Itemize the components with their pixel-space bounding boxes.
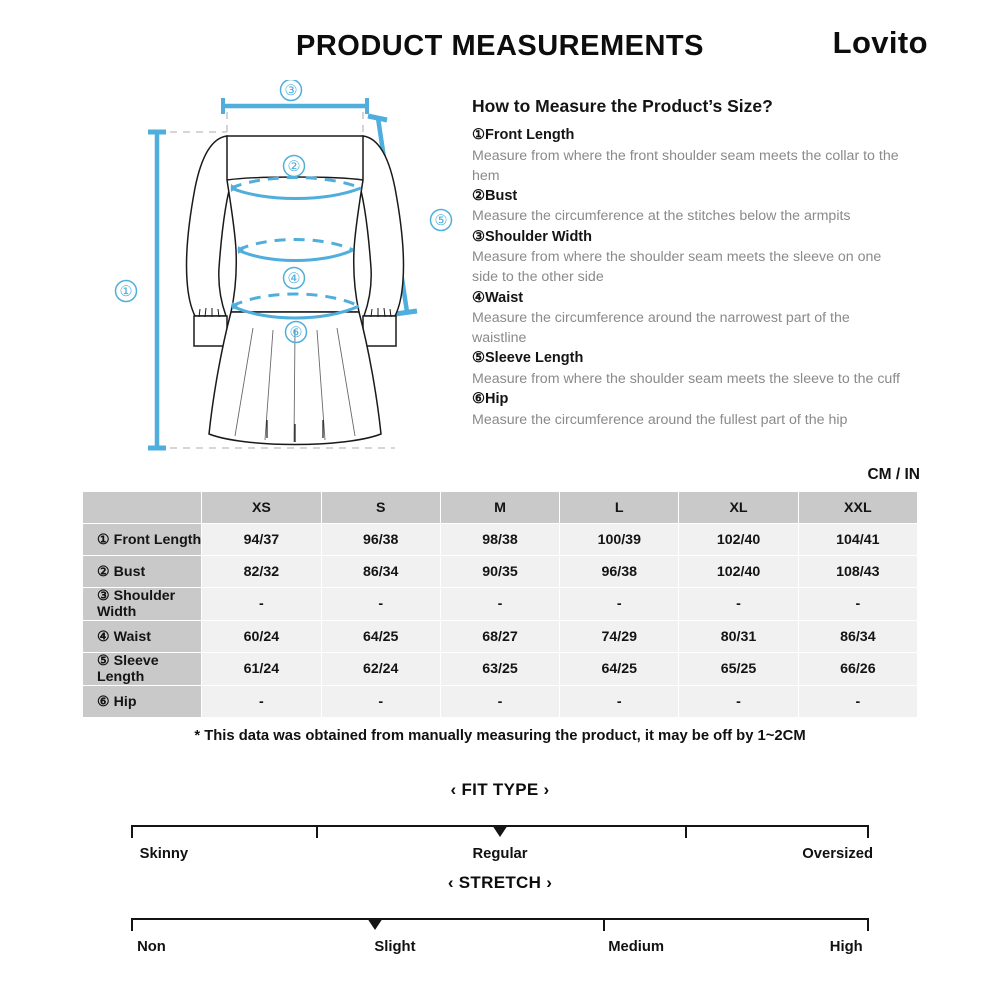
stretch-label-high: High bbox=[829, 939, 863, 955]
instruction-term-4: Waist bbox=[485, 289, 524, 306]
cell-front-length-xl: 102/40 bbox=[679, 524, 797, 555]
cell-sleeve-length-m: 63/25 bbox=[441, 653, 559, 685]
fit-type-rule bbox=[131, 814, 869, 840]
front-length-measure-line bbox=[148, 132, 166, 448]
cell-shoulder-width-m: - bbox=[441, 588, 559, 620]
stretch-tick-2 bbox=[867, 918, 869, 931]
stretch-scale bbox=[0, 873, 1000, 959]
instruction-desc-1: Measure from where the front shoulder seam meets the collar to the hem bbox=[472, 147, 899, 184]
cell-front-length-xs: 94/37 bbox=[202, 524, 320, 555]
instruction-desc-3: Measure from where the shoulder seam meets the sleeve on one side to the other side bbox=[472, 249, 882, 286]
stretch-rule bbox=[131, 907, 869, 933]
stretch-label-non: Non bbox=[137, 939, 166, 955]
stretch-title: ‹ STRETCH › bbox=[447, 873, 553, 892]
cell-hip-s: - bbox=[322, 686, 440, 717]
cell-shoulder-width-l: - bbox=[560, 588, 678, 620]
instruction-desc-4: Measure the circumference around the narrowest part of the waistline bbox=[472, 310, 850, 347]
stretch-tick-1 bbox=[603, 918, 605, 931]
measure-instruction-item bbox=[472, 125, 902, 186]
measurement-disclaimer: * This data was obtained from manually measuring the product, it may be off by 1~2CM bbox=[194, 728, 806, 744]
cell-shoulder-width-xxl: - bbox=[799, 588, 917, 620]
instruction-marker-5: ⑤ bbox=[472, 350, 485, 367]
stretch-labels bbox=[111, 939, 889, 959]
callout-1: ① bbox=[119, 284, 133, 300]
table-header-m: M bbox=[441, 492, 559, 523]
fit-type-tick-0 bbox=[131, 825, 133, 838]
instruction-desc-2: Measure the circumference at the stitches below the armpits bbox=[472, 208, 851, 225]
cell-waist-s: 64/25 bbox=[322, 621, 440, 652]
callout-3: ③ bbox=[284, 83, 298, 99]
cell-shoulder-width-xl: - bbox=[679, 588, 797, 620]
measure-instruction-item bbox=[472, 186, 902, 227]
table-header-xl: XL bbox=[679, 492, 797, 523]
page-title: PRODUCT MEASUREMENTS bbox=[296, 30, 704, 62]
fit-type-label-skinny: Skinny bbox=[139, 846, 189, 862]
table-row bbox=[83, 524, 917, 555]
measure-instruction-item bbox=[472, 348, 902, 389]
dress-measurement-diagram bbox=[95, 80, 470, 470]
how-to-measure-panel bbox=[472, 96, 902, 430]
stretch-label-medium: Medium bbox=[608, 939, 665, 955]
cell-bust-xs: 82/32 bbox=[202, 556, 320, 587]
cell-bust-xxl: 108/43 bbox=[799, 556, 917, 587]
cell-hip-m: - bbox=[441, 686, 559, 717]
callout-2: ② bbox=[287, 159, 301, 175]
cell-bust-m: 90/35 bbox=[441, 556, 559, 587]
table-header-xxl: XXL bbox=[799, 492, 917, 523]
instruction-term-6: Hip bbox=[485, 391, 509, 408]
cell-sleeve-length-s: 62/24 bbox=[322, 653, 440, 685]
cell-sleeve-length-xxl: 66/26 bbox=[799, 653, 917, 685]
table-row bbox=[83, 686, 917, 717]
cell-hip-xs: - bbox=[202, 686, 320, 717]
fit-type-labels bbox=[111, 846, 889, 866]
callout-4: ④ bbox=[287, 271, 301, 287]
instruction-desc-6: Measure the circumference around the fullest part of the hip bbox=[472, 411, 848, 428]
cell-front-length-l: 100/39 bbox=[560, 524, 678, 555]
how-to-measure-heading: How to Measure the Product’s Size? bbox=[472, 96, 773, 116]
instruction-marker-3: ③ bbox=[472, 228, 485, 245]
row-label-sleeve-length: ⑤ Sleeve Length bbox=[83, 653, 201, 685]
cell-bust-s: 86/34 bbox=[322, 556, 440, 587]
stretch-label-slight: Slight bbox=[374, 939, 416, 955]
cell-hip-xxl: - bbox=[799, 686, 917, 717]
fit-type-tick-3 bbox=[867, 825, 869, 838]
cell-shoulder-width-xs: - bbox=[202, 588, 320, 620]
instruction-marker-6: ⑥ bbox=[472, 391, 485, 408]
stretch-line bbox=[131, 918, 869, 920]
table-header-l: L bbox=[560, 492, 678, 523]
row-label-hip: ⑥ Hip bbox=[83, 686, 201, 717]
cell-waist-l: 74/29 bbox=[560, 621, 678, 652]
cell-hip-l: - bbox=[560, 686, 678, 717]
fit-type-label-oversized: Oversized bbox=[802, 846, 874, 862]
instruction-term-2: Bust bbox=[485, 187, 518, 204]
instruction-term-3: Shoulder Width bbox=[485, 228, 592, 245]
cell-hip-xl: - bbox=[679, 686, 797, 717]
fit-type-title: ‹ FIT TYPE › bbox=[450, 780, 550, 799]
table-row bbox=[83, 621, 917, 652]
cell-waist-xl: 80/31 bbox=[679, 621, 797, 652]
instruction-marker-2: ② bbox=[472, 187, 485, 204]
fit-type-label-regular: Regular bbox=[472, 846, 528, 862]
measure-instruction-item bbox=[472, 288, 902, 349]
instruction-term-1: Front Length bbox=[485, 127, 575, 143]
table-header-xs: XS bbox=[202, 492, 320, 523]
fit-type-tick-1 bbox=[316, 825, 318, 838]
table-header-s: S bbox=[322, 492, 440, 523]
cell-front-length-s: 96/38 bbox=[322, 524, 440, 555]
table-corner-cell bbox=[83, 492, 201, 523]
instruction-desc-5: Measure from where the shoulder seam meets the sleeve to the cuff bbox=[472, 370, 900, 387]
measure-instruction-item bbox=[472, 227, 902, 288]
row-label-waist: ④ Waist bbox=[83, 621, 201, 652]
cell-waist-xs: 60/24 bbox=[202, 621, 320, 652]
cell-front-length-xxl: 104/41 bbox=[799, 524, 917, 555]
table-header-row bbox=[83, 492, 917, 523]
row-label-bust: ② Bust bbox=[83, 556, 201, 587]
stretch-tick-0 bbox=[131, 918, 133, 931]
fit-type-tick-2 bbox=[685, 825, 687, 838]
size-chart-table bbox=[82, 491, 918, 718]
stretch-marker bbox=[367, 918, 383, 930]
measure-instruction-item bbox=[472, 389, 902, 430]
cell-waist-xxl: 86/34 bbox=[799, 621, 917, 652]
table-row bbox=[83, 588, 917, 620]
cell-bust-l: 96/38 bbox=[560, 556, 678, 587]
instruction-marker-4: ④ bbox=[472, 289, 485, 306]
table-row bbox=[83, 556, 917, 587]
cell-sleeve-length-xl: 65/25 bbox=[679, 653, 797, 685]
instruction-term-5: Sleeve Length bbox=[485, 350, 584, 367]
row-label-front-length: ① Front Length bbox=[83, 524, 201, 555]
table-row bbox=[83, 653, 917, 685]
cell-shoulder-width-s: - bbox=[322, 588, 440, 620]
callout-6: ⑥ bbox=[289, 325, 303, 341]
cell-waist-m: 68/27 bbox=[441, 621, 559, 652]
cell-front-length-m: 98/38 bbox=[441, 524, 559, 555]
cell-sleeve-length-l: 64/25 bbox=[560, 653, 678, 685]
units-label: CM / IN bbox=[867, 466, 920, 483]
cell-sleeve-length-xs: 61/24 bbox=[202, 653, 320, 685]
instruction-marker-1: ① bbox=[472, 127, 485, 143]
callout-5: ⑤ bbox=[434, 213, 448, 229]
cell-bust-xl: 102/40 bbox=[679, 556, 797, 587]
row-label-shoulder-width: ③ Shoulder Width bbox=[83, 588, 201, 620]
brand-logo: Lovito bbox=[832, 25, 928, 60]
fit-type-marker bbox=[492, 825, 508, 837]
fit-type-scale bbox=[0, 780, 1000, 866]
